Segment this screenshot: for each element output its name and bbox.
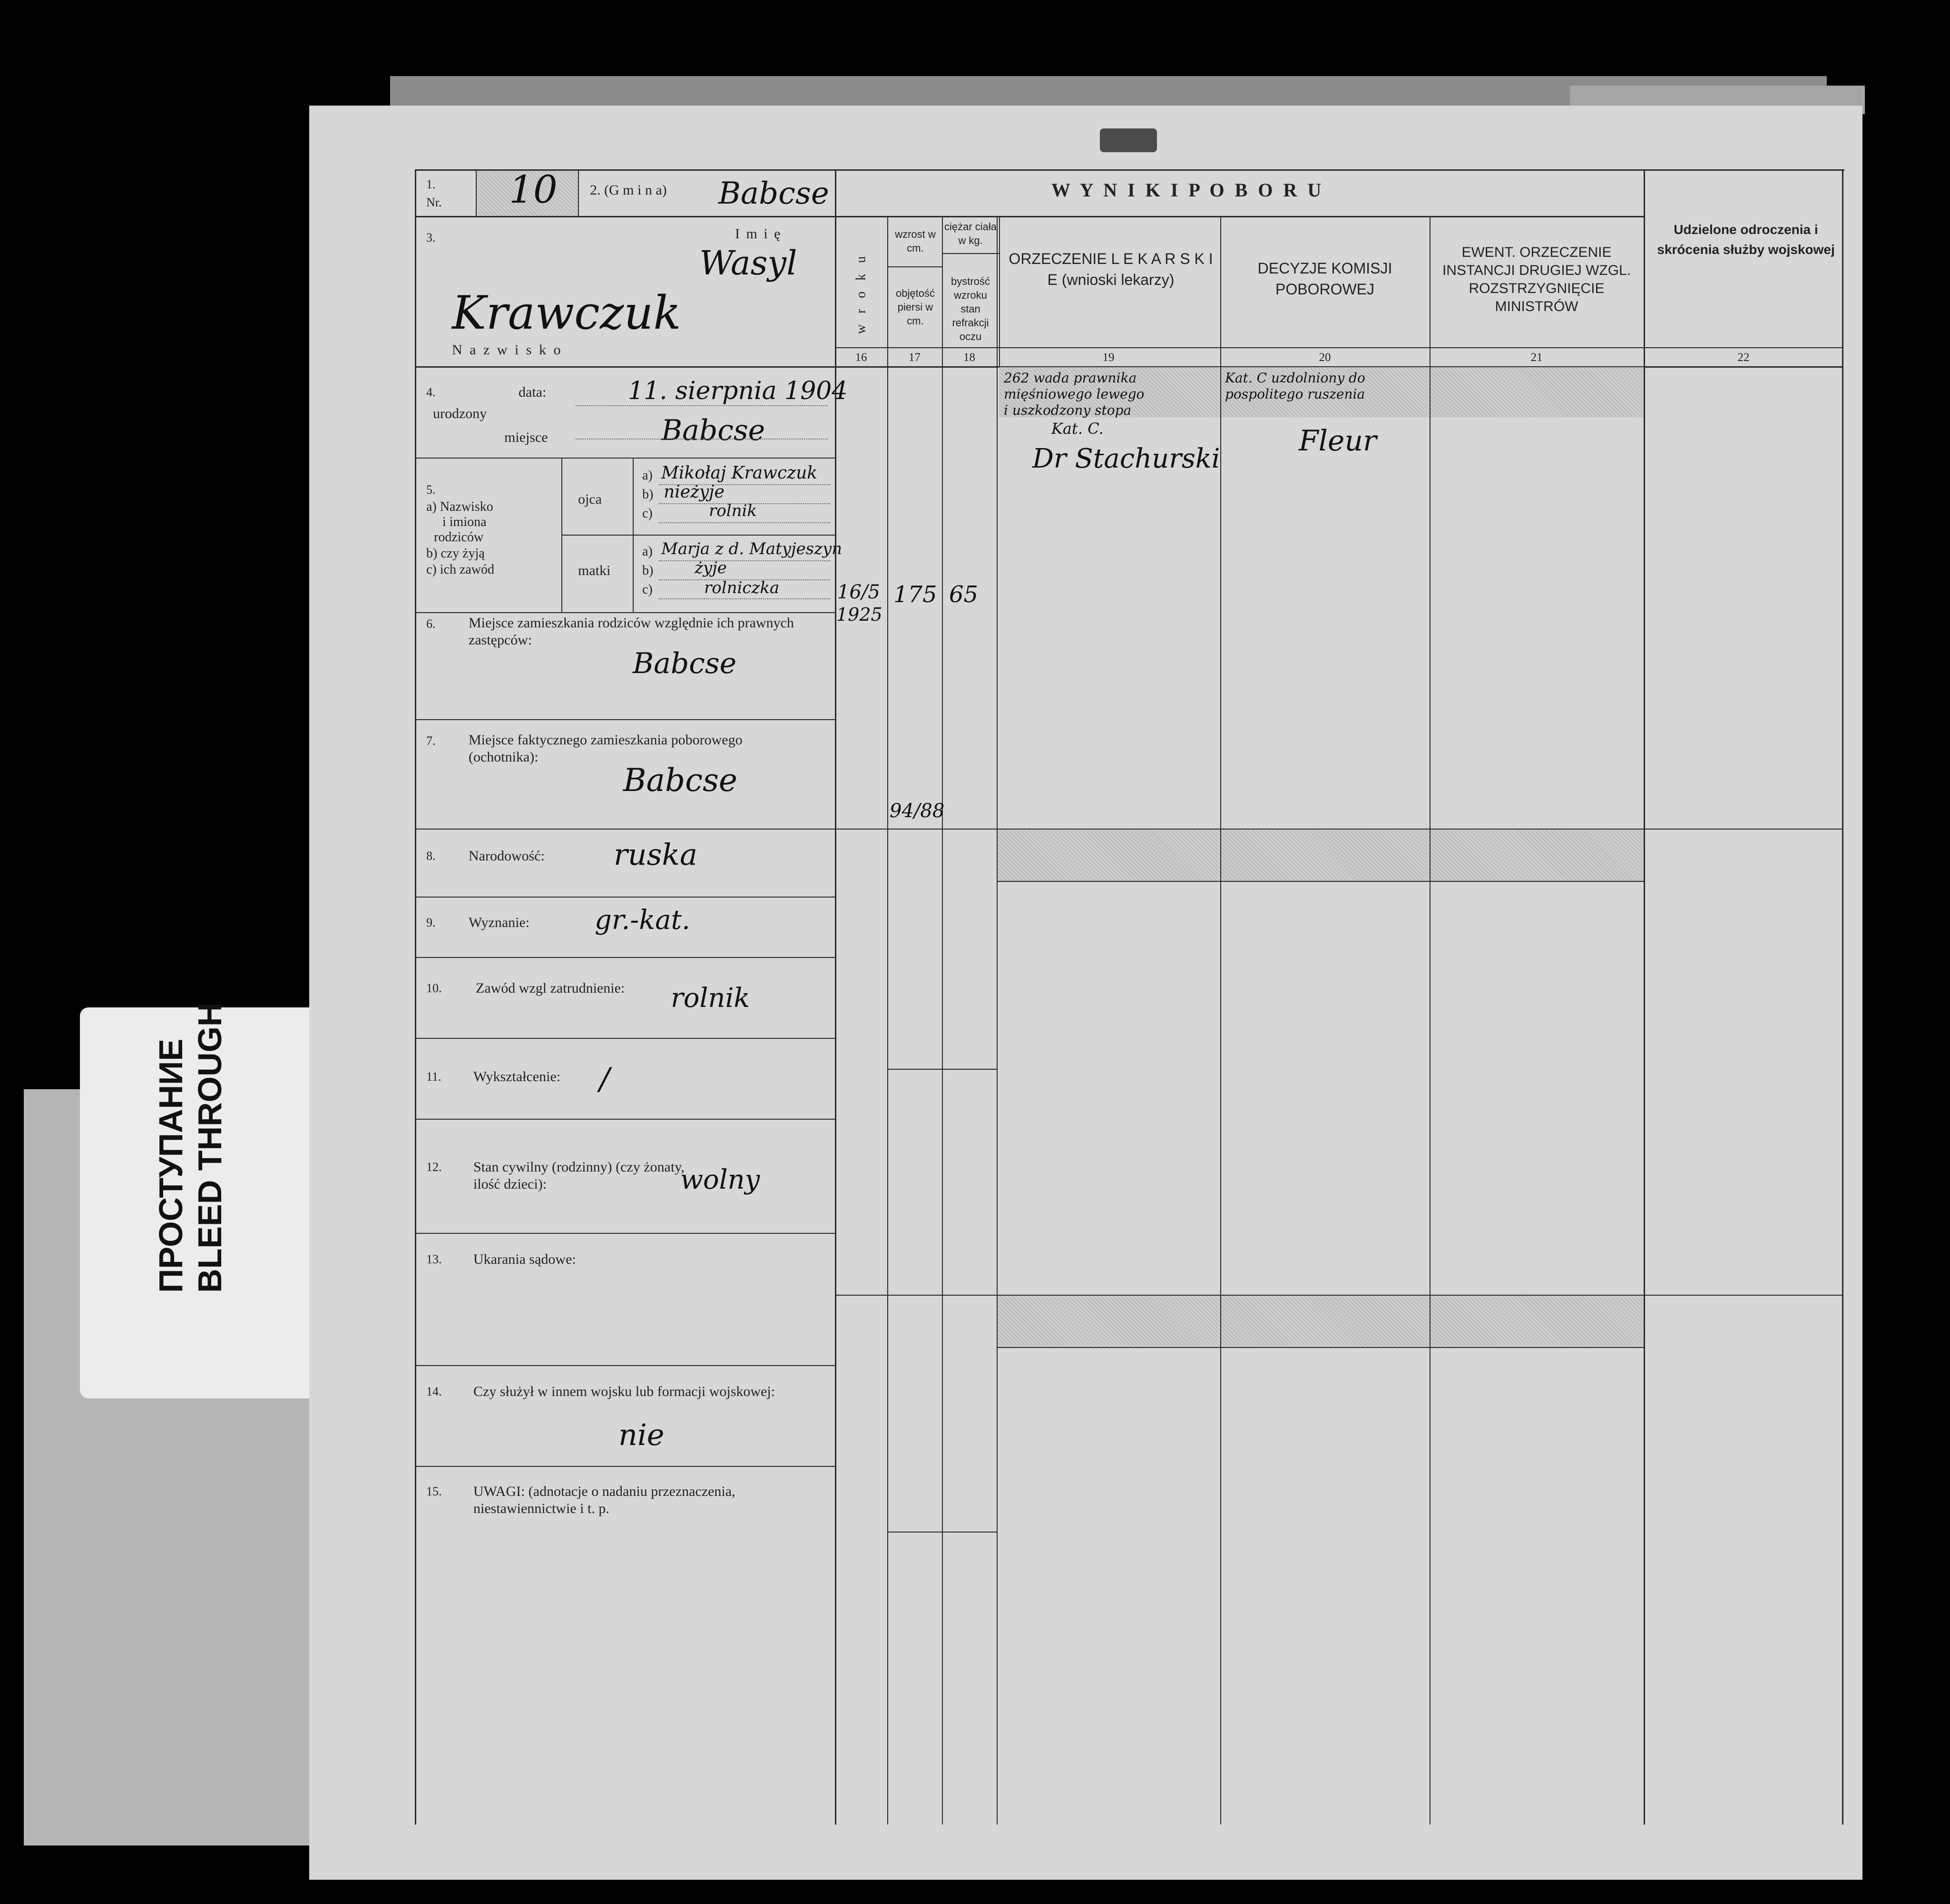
field-9-value: gr.-kat. — [595, 905, 690, 936]
nr-value: 10 — [509, 167, 558, 212]
field-6-value: Babcse — [633, 647, 737, 680]
field-14-value: nie — [618, 1417, 665, 1452]
field-5-number: 5. — [426, 483, 436, 497]
mother-alive: żyje — [695, 558, 727, 577]
field-10-label: Zawód wzgl zatrudnienie: — [476, 980, 625, 996]
field-15-label: UWAGI: (adnotacje o nadaniu przeznaczenia, niestawiennictwie i t. p. — [473, 1484, 735, 1516]
imie-label: I m i ę — [735, 226, 782, 242]
field-7-number: 7. — [426, 734, 436, 748]
field-15-number: 15. — [426, 1484, 442, 1498]
field-14-label: Czy służył w innem wojsku lub formacji wojskowej: — [473, 1384, 775, 1399]
decision-line-2: pospolitego ruszenia — [1225, 386, 1365, 402]
exam-date: 16/5 — [837, 581, 880, 603]
section-title-wyniki-poboru: W Y N I K I P O B O R U — [1051, 179, 1324, 201]
col22-title: Udzielone odroczenia i skrócenia służby wojskowej — [1657, 222, 1835, 257]
field-9-number: 9. — [426, 916, 436, 929]
col-number-22: 22 — [1737, 351, 1750, 364]
field-10-number: 10. — [426, 981, 442, 995]
col16-header: w r o k u — [853, 252, 869, 334]
urodzony-label: urodzony — [433, 406, 487, 421]
field-10-value: rolnik — [671, 983, 750, 1014]
medical-note-line-2: mięśniowego lewego — [1004, 386, 1145, 402]
field-14-number: 14. — [426, 1385, 442, 1398]
field-9-label: Wyznanie: — [469, 915, 530, 930]
birth-place-value: Babcse — [661, 414, 765, 447]
field-6-number: 6. — [426, 617, 436, 631]
parents-label-a: a) Nazwisko — [426, 499, 493, 514]
gmina-label: 2. (G m i n a) — [590, 182, 667, 198]
mother-occupation: rolniczka — [704, 578, 780, 597]
bleed-through-text — [151, 1002, 229, 1293]
field-6-label: Miejsce zamieszkania rodziców względnie ich prawnych zastępców: — [469, 615, 794, 648]
col18-header-top: ciężar ciała w kg. — [944, 221, 997, 246]
birth-place-label: miejsce — [504, 430, 548, 445]
matki-label: matki — [578, 563, 611, 578]
field-8-label: Narodowość: — [469, 848, 545, 864]
field-11-value: / — [599, 1062, 610, 1097]
nr-label: Nr. — [426, 195, 442, 209]
ojca-label: ojca — [578, 491, 602, 507]
field-11-label: Wykształcenie: — [473, 1069, 561, 1084]
parents-label-a2: i imiona — [442, 515, 487, 529]
field-12-number: 12. — [426, 1160, 442, 1174]
field-13-number: 13. — [426, 1252, 442, 1266]
medical-note-line-3: i uszkodzony stopa — [1004, 402, 1132, 418]
col17-header-top: wzrost w cm. — [895, 228, 936, 254]
col18-header-bottom: bystrość wzroku stan refrakcji oczu — [951, 275, 990, 342]
surname-value: Krawczuk — [452, 286, 681, 340]
field-4-number: 4. — [426, 385, 436, 399]
medical-note-line-1: 262 wada prawnika — [1004, 370, 1137, 386]
exam-year: 1925 — [836, 604, 882, 625]
col20-header: DECYZJE KOMISJI POBOROWEJ — [1257, 260, 1392, 298]
archive-stamp — [1100, 128, 1157, 152]
conscription-form-page: 1. Nr. 10 2. (G m i n a) Babcse W Y N I K I P O B O R U Udzielone odroczenia i skrócenia służby wojskowej 3. I m i ę Wasyl Krawczuk N a z w i s k o w r o k u wzrost w cm. objętość piersi w cm. ciężar ciała w kg. bystrość wzroku stan refrakcji oczu ORZECZENIE L E K A R S K I E (wnioski lekarzy) DECYZJE KOMISJI POBOROWEJ EWENT. ORZECZENIE INSTANCJI DRUGIEJ WZGL. ROZSTRZYGNIĘCIE MINISTRÓW 16 17 18 19 20 21 22 4. data: urodzony miejsce 11. sierpnia 1904 Babcse 5. a) Nazwisko i imiona rodziców b) czy żyją c) ich zawód ojca matki a) b) c) a) b) c) Mikołaj Krawczuk nieżyje rolnik Marja z d. Matyjeszyn żyje rolniczka 6. Miejsce zamieszkania rodziców względnie ich prawnych zastępców: Babcse 7. Miejsce faktycznego zamieszkania poborowego (ochotnika): Babcse 8. Narodowość: ruska 9. Wyznanie: gr.-kat. 10. Zawód wzgl zatrudnienie: rolnik 11. Wykształcenie: / 12. Stan cywilny (rodzinny) (czy żonaty, ilość dzieci): wolny 13. Ukarania sądowe: 14. Czy służył w innem wojsku lub formacji wojskowej: nie 15. UWAGI: (adnotacje o nadaniu przeznaczenia, niestawiennictwie i t. p. 16/5 1925 175 65 94/88 262 wada prawnika mięśniowego lewego i uszkodzony stopa Kat. C. Dr Stachurski Kat. C uzdolniony do pospolitego ruszenia Fleur — [309, 106, 1862, 1880]
imie-value: Wasyl — [699, 244, 797, 283]
field-12-value: wolny — [680, 1164, 760, 1195]
parents-label-c: c) ich zawód — [426, 562, 495, 577]
decision-signature: Fleur — [1299, 424, 1377, 458]
bleed-through-card — [80, 1002, 327, 1398]
parents-label-a3: rodziców — [434, 530, 484, 545]
weight-value: 65 — [949, 581, 979, 608]
col-number-16: 16 — [855, 351, 867, 364]
medical-signature: Dr Stachurski — [1032, 443, 1220, 474]
mother-name: Marja z d. Matyjeszyn — [661, 539, 843, 558]
field-1-number: 1. — [426, 177, 436, 191]
col-number-21: 21 — [1530, 351, 1543, 364]
field-11-number: 11. — [426, 1070, 441, 1084]
col-number-19: 19 — [1102, 351, 1115, 364]
col-number-17: 17 — [909, 351, 921, 364]
col-number-20: 20 — [1319, 351, 1331, 364]
parents-label-b: b) czy żyją — [426, 546, 485, 561]
birth-date-label: data: — [519, 384, 547, 400]
father-occupation: rolnik — [709, 501, 757, 520]
field-8-value: ruska — [614, 837, 697, 872]
medical-category: Kat. C. — [1051, 420, 1104, 438]
card-line-1: ПРОСТУПАНИЕ — [152, 1038, 189, 1293]
field-8-number: 8. — [426, 849, 436, 863]
col17-header-bottom: objętość piersi w cm. — [896, 287, 935, 327]
field-13-label: Ukarania sądowe: — [473, 1251, 576, 1267]
decision-line-1: Kat. C uzdolniony do — [1225, 370, 1365, 386]
col21-header: EWENT. ORZECZENIE INSTANCJI DRUGIEJ WZGL. ROZSTRZYGNIĘCIE MINISTRÓW — [1442, 244, 1631, 314]
height-value: 175 — [893, 581, 937, 608]
birth-date-value: 11. sierpnia 1904 — [628, 377, 848, 405]
col19-header: ORZECZENIE L E K A R S K I E (wnioski lekarzy) — [1009, 250, 1213, 288]
field-7-label: Miejsce faktycznego zamieszkania poborowego (ochotnika): — [469, 732, 743, 765]
field-3-number: 3. — [426, 231, 436, 244]
chest-value: 94/88 — [890, 800, 945, 822]
father-name: Mikołaj Krawczuk — [661, 463, 818, 483]
father-alive: nieżyje — [664, 482, 725, 502]
field-12-label: Stan cywilny (rodzinny) (czy żonaty, ilość dzieci): — [473, 1159, 685, 1192]
card-line-2: BLEED THROUGH — [191, 1002, 228, 1293]
field-7-value: Babcse — [623, 762, 737, 799]
col-number-18: 18 — [963, 351, 975, 364]
nazwisko-label: N a z w i s k o — [452, 342, 563, 358]
gmina-value: Babcse — [718, 176, 829, 211]
